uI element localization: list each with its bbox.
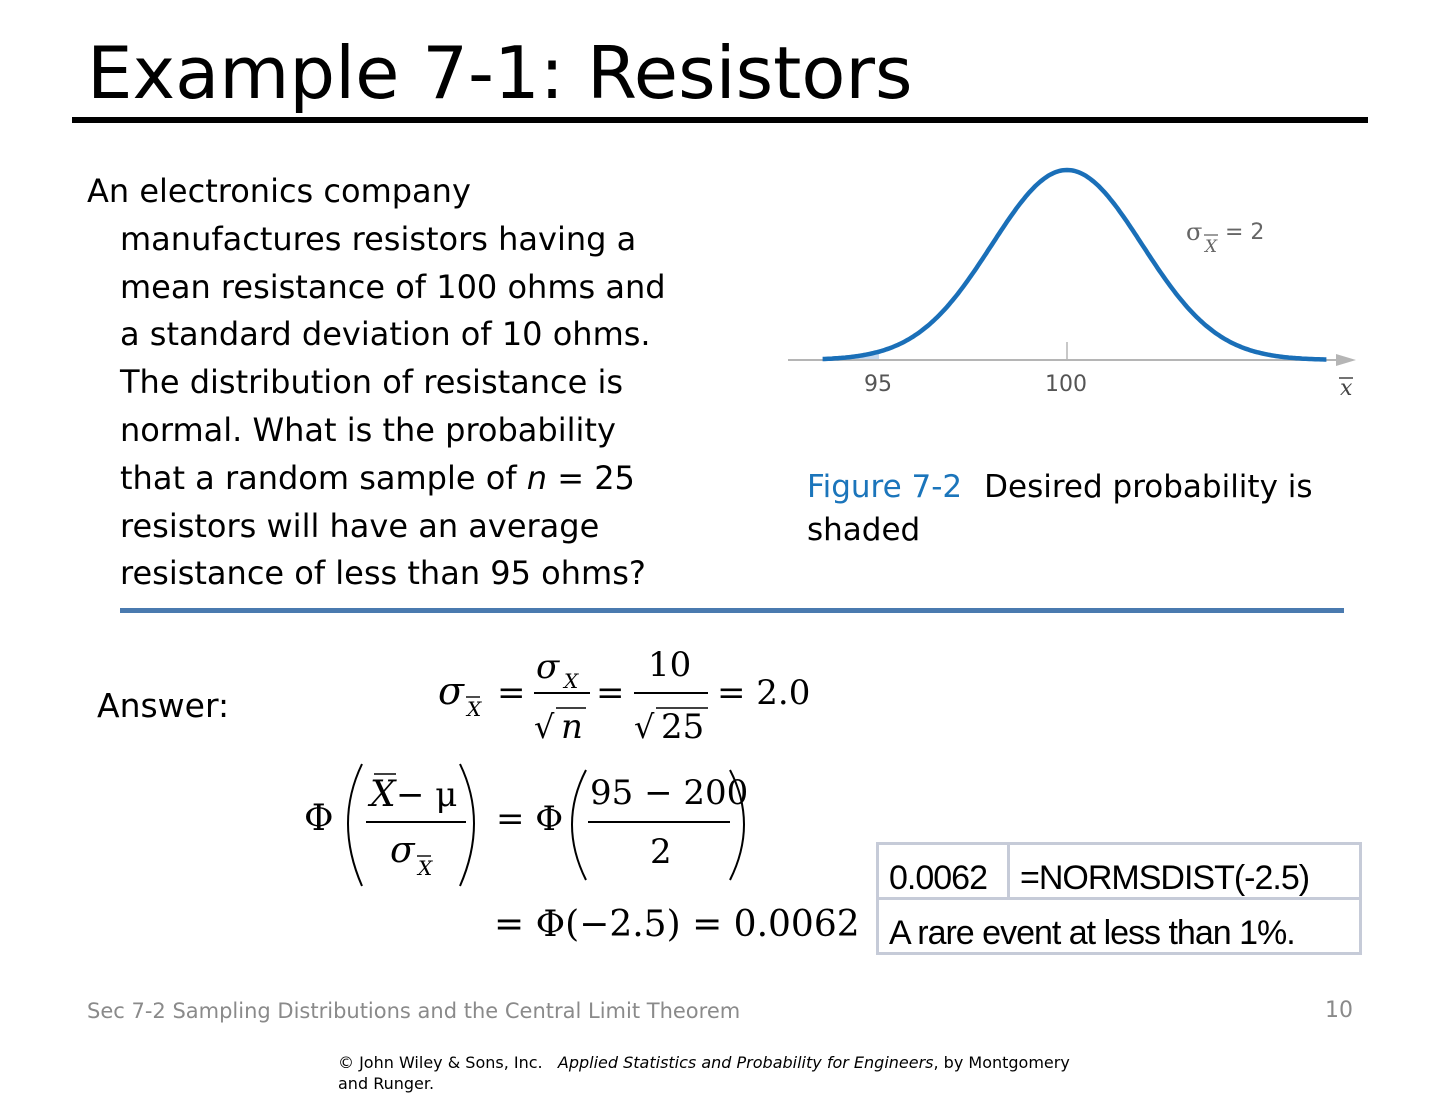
- sample-size-value: = 25: [547, 458, 635, 497]
- result-value-cell: 0.0062: [878, 844, 1009, 899]
- sqrt-symbol: √: [634, 708, 655, 746]
- problem-line: resistance of less than 95 ohms?: [120, 554, 646, 593]
- copyright-prefix: © John Wiley & Sons, Inc.: [338, 1053, 558, 1072]
- slide-title: Example 7-1: Resistors: [87, 31, 913, 115]
- tick-label-100: 100: [1045, 372, 1087, 397]
- equals-phi: = Φ: [496, 799, 564, 839]
- problem-line: mean resistance of 100 ohms and: [120, 267, 666, 306]
- problem-line: normal. What is the probability: [120, 410, 616, 449]
- problem-line: manufactures resistors having a: [120, 219, 637, 258]
- conclusion-cell: A rare event at less than 1%.: [878, 899, 1361, 954]
- figure-caption: [807, 466, 1367, 552]
- title-underline: [72, 117, 1368, 123]
- normal-curve: [823, 170, 1327, 360]
- sqrt-25: 25: [661, 707, 705, 747]
- sigma-x-subscript: X: [564, 669, 579, 693]
- sigma-x-numerator: σ: [536, 647, 560, 687]
- sigma-value: = 2: [1225, 220, 1265, 245]
- caption-number: Figure 7-2: [807, 469, 963, 505]
- final-probability-equation: = Φ(−2.5) = 0.0062: [494, 904, 860, 945]
- copyright-suffix: , by Montgomery and Runger.: [338, 1053, 1070, 1093]
- numerator-95-200: 95 − 200: [590, 773, 749, 813]
- problem-line: a standard deviation of 10 ohms.: [120, 315, 651, 354]
- sigma-xbar-subscript: X: [467, 697, 482, 721]
- sigma-xbar: σ: [390, 830, 415, 871]
- problem-line: The distribution of resistance is: [120, 363, 624, 402]
- equals-sign: =: [596, 673, 625, 713]
- sqrt-n: n: [561, 707, 583, 747]
- left-paren: [572, 770, 586, 880]
- right-paren: [460, 764, 474, 886]
- axis-label-xbar: x: [1340, 376, 1353, 401]
- sigma-symbol: σ: [1186, 218, 1203, 246]
- answer-equations: [290, 630, 860, 970]
- sigma-subscript: X: [1205, 237, 1218, 257]
- sample-size-variable: n: [526, 458, 548, 497]
- problem-statement: [87, 168, 747, 598]
- standardization-equation: [304, 764, 748, 886]
- axis-arrow: [1336, 354, 1356, 366]
- sqrt-symbol: √: [534, 708, 555, 746]
- denominator-2: 2: [650, 832, 672, 872]
- phi-symbol: Φ: [304, 798, 334, 839]
- sigma-xbar: σ: [438, 669, 464, 713]
- section-divider: [120, 608, 1344, 613]
- minus-mu: − μ: [396, 775, 458, 815]
- sigma-xbar-subscript: X: [418, 856, 433, 880]
- problem-line-start: that a random sample of: [120, 458, 527, 497]
- xbar-symbol: X: [370, 774, 396, 815]
- caption-text: Desired probability is shaded: [807, 469, 1313, 548]
- copyright-notice: [338, 1052, 1098, 1093]
- table-row: [878, 899, 1361, 954]
- normal-curve-figure: [780, 145, 1380, 415]
- left-paren: [348, 764, 362, 886]
- problem-line: [120, 459, 635, 497]
- excel-result-table: [876, 842, 1362, 955]
- tick-label-95: 95: [864, 372, 892, 397]
- equals-sign: =: [497, 673, 526, 713]
- result-2: = 2.0: [717, 673, 811, 713]
- page-number: 10: [1325, 998, 1353, 1023]
- problem-paragraph: [87, 168, 747, 598]
- problem-line: resistors will have an average: [120, 506, 600, 545]
- formula-cell: =NORMSDIST(-2.5): [1009, 844, 1361, 899]
- answer-label: Answer:: [97, 686, 230, 725]
- numerator-10: 10: [648, 645, 692, 685]
- book-title: Applied Statistics and Probability for Engineers: [557, 1053, 934, 1072]
- table-row: [878, 844, 1361, 899]
- footer-section-title: Sec 7-2 Sampling Distributions and the Central Limit Theorem: [87, 999, 741, 1023]
- standard-error-equation: [438, 645, 810, 747]
- problem-line: An electronics company: [87, 172, 471, 210]
